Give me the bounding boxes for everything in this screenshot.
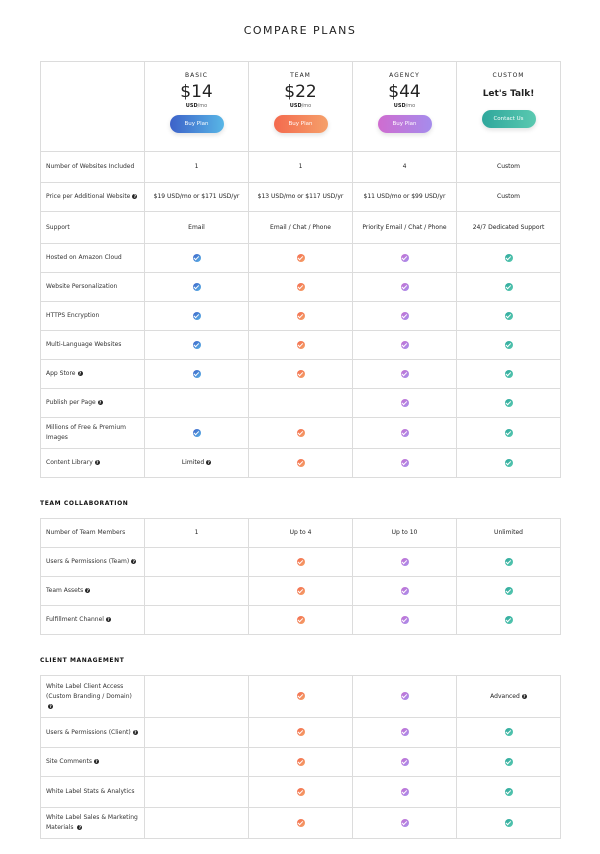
plan-unit: USD/mo [289,103,312,109]
help-icon[interactable]: ? [78,825,82,830]
check-icon [297,558,305,566]
check-icon [401,758,409,766]
value-cell: $13 USD/mo or $117 USD/yr [249,183,353,212]
table-row [41,212,561,244]
check-icon [401,587,409,595]
check-icon [505,370,513,378]
value-cell: 1 [145,519,249,548]
feature-label: Team Assets [46,587,84,594]
check-icon [401,254,409,262]
plan-price: $44 [388,82,421,102]
check-icon [297,587,305,595]
table-row [41,389,561,418]
plan-team [249,62,353,152]
help-icon[interactable]: ? [133,194,137,199]
plans-header-row [41,62,561,152]
plans-table [40,61,561,478]
help-icon[interactable]: ? [132,559,135,564]
check-icon [297,692,305,700]
page-title: COMPARE PLANS [243,24,357,37]
feature-label: White Label Stats & Analytics [41,777,145,808]
feature-label-cell [41,183,145,212]
feature-label: Website Personalization [41,273,145,302]
value-cell: 1 [145,152,249,183]
empty-cell [145,748,249,777]
check-icon [297,283,305,291]
help-icon[interactable]: ? [49,703,52,709]
check-icon [193,283,201,291]
plan-name: AGENCY [389,72,420,79]
value-cell: 24/7 Dedicated Support [457,212,561,244]
value-cell [145,449,249,478]
client-table [40,675,561,839]
check-icon [401,692,409,700]
check-icon [505,558,513,566]
value-cell: Priority Email / Chat / Phone [353,212,457,244]
check-icon [505,788,513,796]
check-icon [297,254,305,262]
check-icon [401,370,409,378]
buy-plan-team-button[interactable]: Buy Plan [274,115,328,133]
check-icon [193,312,201,320]
feature-label-cell [41,748,145,777]
plan-unit: USD/mo [393,103,416,109]
check-icon [193,429,201,437]
table-row [41,449,561,478]
feature-label: Publish per Page [46,399,96,406]
help-icon[interactable]: ? [86,588,89,593]
table-row [41,152,561,183]
value-cell: $11 USD/mo or $99 USD/yr [353,183,457,212]
help-icon[interactable]: ? [207,460,210,465]
table-row [41,676,561,718]
advanced-label: Advanced [490,692,520,700]
empty-cell [249,389,353,418]
check-icon [505,341,513,349]
check-icon [505,728,513,736]
empty-cell [145,777,249,808]
feature-label: Content Library [46,459,93,466]
check-icon [401,459,409,467]
check-icon [297,788,305,796]
value-cell [457,676,561,718]
feature-label: Hosted on Amazon Cloud [41,244,145,273]
table-row [41,418,561,449]
check-icon [401,341,409,349]
plan-price: Let's Talk! [482,89,535,99]
feature-label: Number of Team Members [41,519,145,548]
value-cell: Unlimited [457,519,561,548]
check-icon [401,399,409,407]
value-cell: Custom [457,183,561,212]
check-icon [297,459,305,467]
check-icon [297,758,305,766]
value-cell: Email / Chat / Phone [249,212,353,244]
empty-cell [145,548,249,577]
check-icon [297,728,305,736]
table-row [41,606,561,635]
check-icon [505,587,513,595]
check-icon [505,283,513,291]
feature-label-cell [41,389,145,418]
section-title-client: CLIENT MANAGEMENT [40,657,125,664]
feature-label: White Label Client Access (Custom Branding / Domain) [46,682,132,700]
section-title-team: TEAM COLLABORATION [40,500,129,507]
table-row [41,183,561,212]
check-icon [505,429,513,437]
header-empty-cell [41,62,145,152]
feature-label-cell [41,718,145,748]
feature-label: Support [41,212,145,244]
empty-cell [145,676,249,718]
help-icon[interactable]: ? [134,729,137,735]
check-icon [297,616,305,624]
table-row [41,273,561,302]
value-cell: Up to 4 [249,519,353,548]
check-icon [401,819,409,827]
check-icon [401,788,409,796]
check-icon [401,616,409,624]
table-row [41,548,561,577]
value-cell: $19 USD/mo or $171 USD/yr [145,183,249,212]
plan-price: $22 [284,82,317,102]
check-icon [505,616,513,624]
check-icon [401,558,409,566]
feature-label-cell [41,449,145,478]
plan-name: BASIC [185,72,208,79]
table-row [41,331,561,360]
check-icon [297,819,305,827]
check-icon [401,312,409,320]
plan-name: CUSTOM [492,72,525,79]
help-icon[interactable]: ? [95,759,98,764]
table-row [41,302,561,331]
feature-label: Price per Additional Website [46,193,131,200]
feature-label-cell [41,577,145,606]
plan-custom [457,62,561,152]
check-icon [505,819,513,827]
check-icon [505,758,513,766]
plan-price: $14 [180,82,213,102]
check-icon [193,370,201,378]
feature-label: White Label Sales & Marketing Materials [46,814,138,831]
feature-label: Multi-Language Websites [41,331,145,360]
help-icon[interactable]: ? [107,617,110,622]
plan-basic [145,62,249,152]
value-cell: Custom [457,152,561,183]
plan-unit: USD/mo [185,103,208,109]
check-icon [401,283,409,291]
check-icon [505,459,513,467]
feature-label-cell [41,548,145,577]
check-icon [193,341,201,349]
feature-label: Millions of Free & Premium Images [41,418,145,449]
check-icon [505,312,513,320]
check-icon [401,429,409,437]
empty-cell [145,718,249,748]
table-row [41,244,561,273]
empty-cell [145,808,249,839]
feature-label: Site Comments [46,758,92,765]
check-icon [297,341,305,349]
check-icon [297,429,305,437]
empty-cell [145,606,249,635]
team-table [40,518,561,635]
feature-label: Users & Permissions (Team) [46,558,130,565]
check-icon [297,312,305,320]
check-icon [505,399,513,407]
feature-label: App Store [46,370,76,377]
value-cell: Email [145,212,249,244]
check-icon [297,370,305,378]
table-row [41,718,561,748]
feature-label: Number of Websites Included [41,152,145,183]
contact-us-button[interactable]: Contact Us [482,110,536,128]
value-cell: 4 [353,152,457,183]
buy-plan-basic-button[interactable]: Buy Plan [170,115,224,133]
table-row [41,360,561,389]
check-icon [505,254,513,262]
help-icon[interactable]: ? [78,371,82,376]
feature-label: Users & Permissions (Client) [46,728,131,736]
table-row [41,519,561,548]
feature-label-cell [41,360,145,389]
value-cell: 1 [249,152,353,183]
table-row [41,577,561,606]
feature-label-cell [41,606,145,635]
plan-agency [353,62,457,152]
check-icon [193,254,201,262]
empty-cell [145,389,249,418]
feature-label: Fulfillment Channel [46,616,104,623]
feature-label-cell [41,676,145,718]
buy-plan-agency-button[interactable]: Buy Plan [378,115,432,133]
feature-label-cell [41,808,145,839]
plan-name: TEAM [290,72,311,79]
help-icon[interactable]: ? [523,693,526,699]
table-row [41,777,561,808]
limited-label: Limited [181,459,205,466]
empty-cell [145,577,249,606]
check-icon [401,728,409,736]
help-icon[interactable]: ? [96,460,99,465]
help-icon[interactable]: ? [99,400,102,405]
feature-label: HTTPS Encryption [41,302,145,331]
table-row [41,808,561,839]
value-cell: Up to 10 [353,519,457,548]
table-row [41,748,561,777]
